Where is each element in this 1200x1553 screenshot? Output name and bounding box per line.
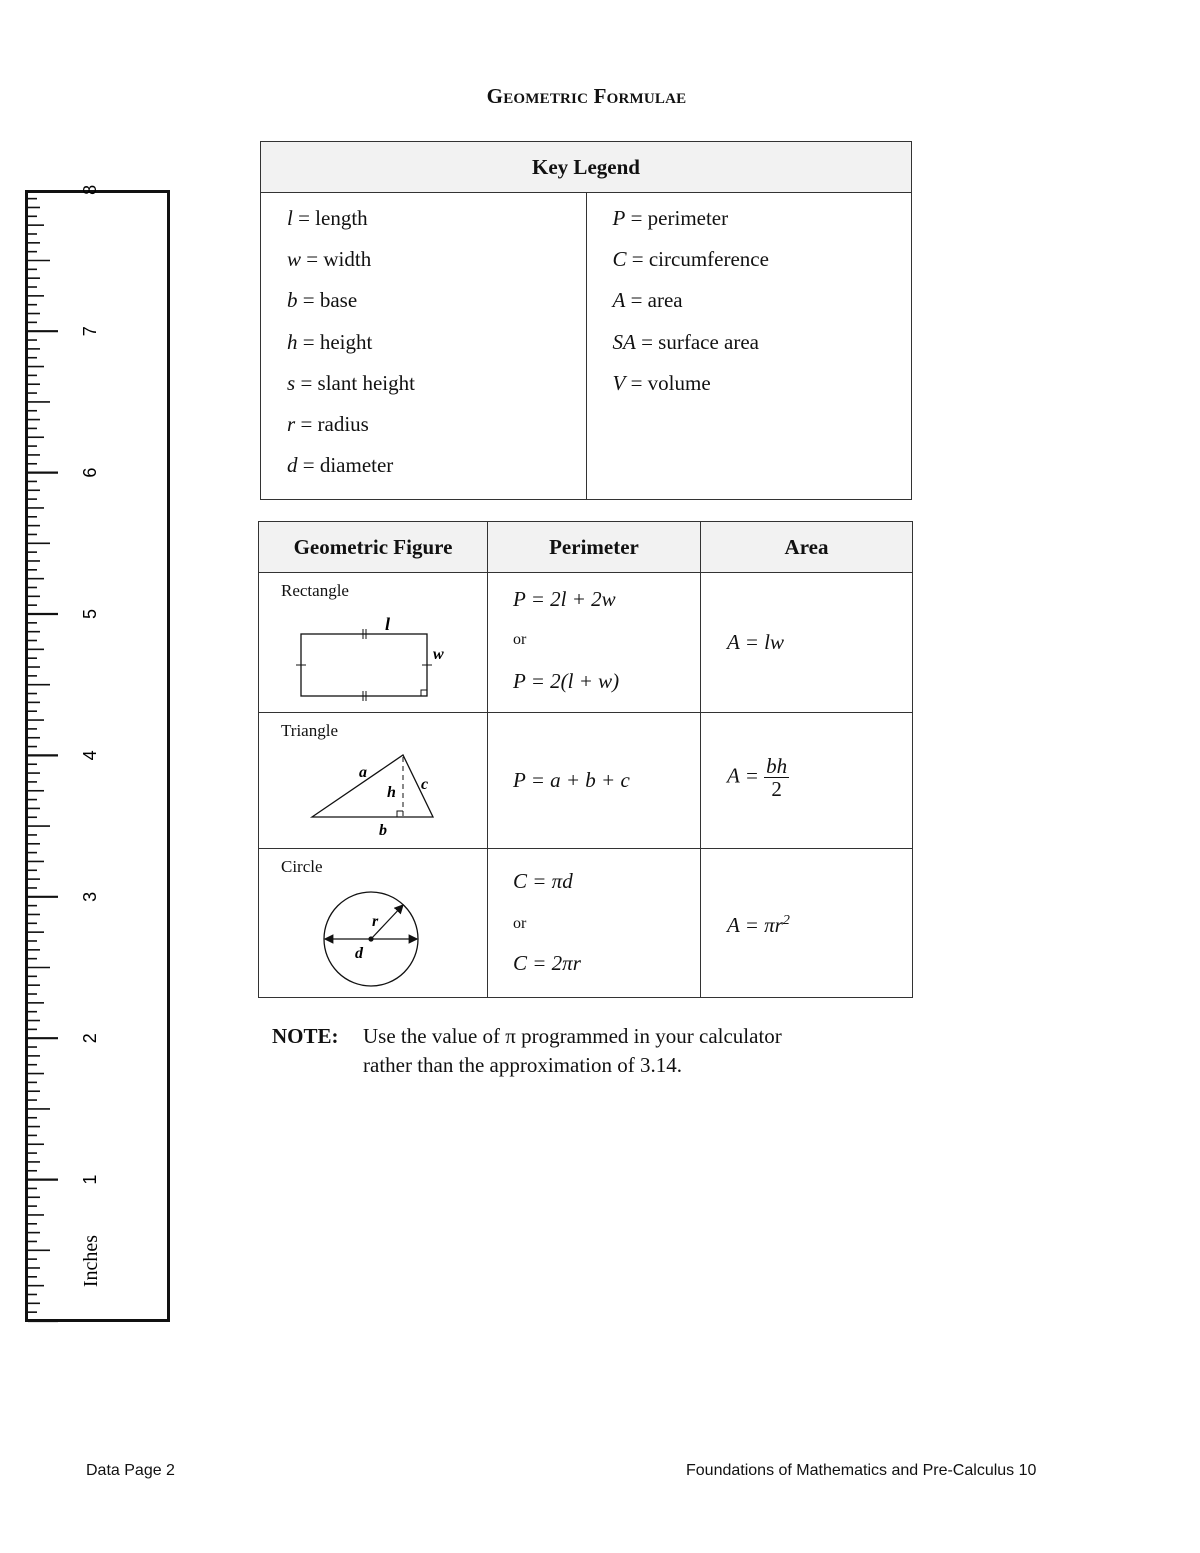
ruler-number: 6 — [80, 467, 100, 478]
triangle-area-cell — [701, 713, 913, 849]
rectangle-diagram — [259, 573, 485, 713]
circle-or: or — [513, 915, 527, 932]
formula-table — [258, 521, 913, 998]
rectangle-name: Rectangle — [281, 581, 349, 600]
footer-left: Data Page 2 — [86, 1462, 175, 1479]
header-geometric-figure: Geometric Figure — [259, 522, 488, 573]
ruler-unit-label: Inches — [80, 1234, 102, 1288]
ruler-ticks — [28, 184, 173, 1325]
rect-or: or — [513, 631, 527, 648]
rect-label-w: w — [433, 646, 444, 663]
circle-perimeter-2: C = 2πr — [513, 951, 581, 975]
legend-right-column — [586, 193, 912, 500]
key-legend-table — [260, 141, 912, 500]
tri-area — [727, 755, 789, 800]
tri-label-a: a — [359, 764, 367, 781]
note-label: NOTE: — [272, 1024, 339, 1048]
circle-diagram — [259, 849, 485, 998]
tri-label-h: h — [387, 784, 396, 801]
legend-item: C = circumference — [612, 247, 769, 272]
legend-item: P = perimeter — [612, 206, 729, 230]
ruler-number: 3 — [80, 891, 100, 902]
inch-ruler — [25, 184, 170, 1322]
rect-label-l: l — [385, 614, 391, 634]
rect-perimeter-1: P = 2l + 2w — [513, 587, 616, 611]
ruler-number: 5 — [80, 608, 100, 620]
title-rest-1: EOMETRIC — [503, 91, 589, 107]
ruler-number: 2 — [80, 1033, 100, 1044]
rect-area: A = lw — [727, 630, 784, 654]
note — [272, 1022, 782, 1080]
legend-item: l = length — [287, 206, 368, 230]
tri-area-numerator: bh — [766, 754, 788, 778]
tri-label-c: c — [421, 776, 429, 793]
circle-area-cell — [701, 849, 913, 998]
header-perimeter: Perimeter — [488, 522, 701, 573]
ruler-number: 7 — [80, 326, 100, 337]
legend-item: h = height — [287, 329, 373, 354]
triangle-figure-cell — [259, 713, 488, 849]
title-cap-2: F — [593, 84, 607, 108]
legend-item: SA = surface area — [612, 329, 759, 354]
table-row-rectangle — [259, 573, 913, 713]
legend-item: d = diameter — [287, 453, 394, 478]
legend-item: w = width — [287, 247, 372, 272]
note-line-2: rather than the approximation of 3.14. — [363, 1053, 682, 1077]
legend-item: b = base — [287, 288, 358, 313]
tri-perimeter: P = a + b + c — [513, 768, 630, 792]
circle-area-exponent: 2 — [782, 913, 790, 928]
circle-label-r: r — [372, 913, 379, 930]
circle-figure-cell — [259, 849, 488, 998]
ruler-number: 4 — [80, 750, 100, 761]
footer-right: Foundations of Mathematics and Pre-Calculus 10 — [686, 1462, 1037, 1479]
rectangle-area-cell — [701, 573, 913, 713]
tri-area-lhs: A = — [727, 763, 759, 788]
table-row-triangle — [259, 713, 913, 849]
legend-left-column — [261, 193, 587, 500]
rectangle-figure-cell — [259, 573, 488, 713]
circle-area-base: A = πr — [727, 913, 783, 937]
rectangle-perimeter-cell — [488, 573, 701, 713]
tri-label-b: b — [379, 822, 387, 839]
key-legend-heading: Key Legend — [261, 142, 912, 193]
table-row-circle — [259, 849, 913, 998]
circle-perimeter-cell — [488, 849, 701, 998]
ruler-number: 1 — [80, 1174, 100, 1185]
page-title — [0, 84, 1173, 109]
circle-name: Circle — [281, 857, 323, 876]
header-area: Area — [701, 522, 913, 573]
triangle-perimeter-cell — [488, 713, 701, 849]
title-cap-1: G — [486, 84, 504, 108]
triangle-diagram — [259, 713, 485, 849]
legend-item: A = area — [612, 288, 683, 313]
circle-perimeter-1: C = πd — [513, 869, 573, 893]
triangle-name: Triangle — [281, 721, 338, 740]
circle-label-d: d — [355, 945, 363, 962]
ruler-number: 8 — [80, 184, 100, 195]
tri-area-denominator: 2 — [771, 777, 782, 801]
circle-area — [727, 913, 790, 938]
note-line-1: Use the value of π programmed in your calculator — [363, 1024, 782, 1048]
legend-item: s = slant height — [287, 370, 415, 395]
legend-item: V = volume — [612, 370, 711, 395]
legend-item: r = radius — [287, 411, 369, 436]
tri-area-fraction — [764, 755, 789, 800]
rect-perimeter-2: P = 2(l + w) — [513, 669, 620, 693]
title-rest-2: ORMULAE — [606, 91, 687, 107]
